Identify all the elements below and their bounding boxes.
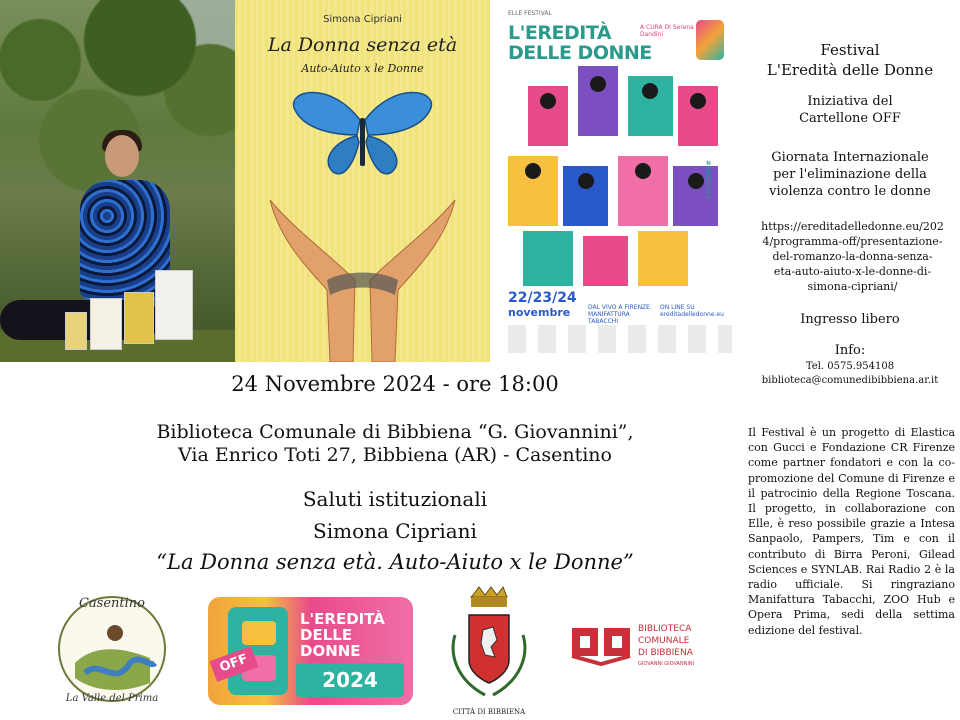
url-line3: del-romanzo-la-donna-senza-	[772, 250, 933, 263]
poster-live: DAL VIVO A FIRENZE MANIFATTURA TABACCHI	[588, 304, 650, 325]
photo-book-4	[155, 270, 193, 340]
poster-online: ON LINE SU ereditadelledonne.eu	[660, 304, 724, 318]
poster-dates: 22/23/24	[508, 290, 577, 306]
cover-title: La Donna senza età	[267, 34, 458, 56]
festival-name	[745, 40, 955, 80]
library-line2: COMUNALE	[638, 636, 690, 646]
festival-credits: Il Festival è un progetto di Elastica con Gucci e Fondazione CR Firenze come partner fondatori e con la co-promozione del Comune di Firenze e il patrocinio della Regione Toscana. Il progetto, in collaborazione con Elle, è reso possibile grazie a Intesa Sanpaolo, Pampers, Tim e con il contributo di Birra Peroni, Gilead Sciences e SYNLAB. Rai Radio 2 è la radio ufficiale. Si ringraziano Manifattura Tabacchi, ZOO Hub e Opera Prima, sedi della settima edizione del festival.	[748, 426, 955, 637]
festival-poster	[500, 0, 740, 362]
off-logo-block-yellow	[242, 621, 276, 645]
casentino-logo	[55, 593, 170, 705]
casentino-bottom-text: La Valle del Prima	[65, 693, 159, 704]
day-line2: per l'eliminazione della	[773, 167, 927, 182]
international-day	[745, 149, 955, 200]
info-tel: Tel. 0575.954108	[805, 361, 895, 372]
poster-curated: A CURA DI Serena Dandini	[640, 24, 694, 38]
event-venue-line1: Biblioteca Comunale di Bibbiena “G. Giovannini”,	[156, 421, 634, 443]
poster-hashtag: #EDD2024	[704, 160, 712, 199]
event-venue-line2: Via Enrico Toti 27, Bibbiena (AR) - Casentino	[178, 444, 612, 466]
url-line1: https://ereditadelledonne.eu/202	[761, 220, 944, 233]
url-line4: eta-auto-aiuto-x-le-donne-di-	[773, 265, 932, 278]
library-logo	[570, 620, 710, 670]
initiative	[745, 93, 955, 127]
event-book-title: “La Donna senza età. Auto-Aiuto x le Donne”	[156, 550, 634, 574]
info-label: Info:	[834, 343, 866, 358]
photo-face	[105, 135, 139, 177]
event-date: 24 Novembre 2024 - ore 18:00	[231, 372, 559, 396]
poster-elle: ELLE FESTIVAL	[508, 10, 552, 17]
festival-line2: L'Eredità delle Donne	[766, 61, 934, 79]
url-line5: simona-cipriani/	[807, 280, 898, 293]
free-entry: Ingresso libero	[800, 312, 900, 327]
day-line3: violenza contro le donne	[769, 184, 931, 199]
author-photo	[0, 0, 235, 362]
poster-figures-illustration	[508, 66, 728, 288]
festival-line1: Festival	[820, 41, 880, 59]
library-line3: DI BIBBIENA	[638, 648, 693, 658]
hands-illustration	[270, 200, 455, 362]
initiative-line1: Iniziativa del	[807, 94, 893, 109]
eredita-off-logo	[208, 597, 413, 705]
poster-title-line2: DELLE DONNE	[508, 42, 652, 64]
event-greetings: Saluti istituzionali	[302, 487, 488, 511]
butterfly-hands-illustration	[235, 80, 490, 362]
initiative-line2: Cartellone OFF	[799, 111, 901, 126]
poster-month: novembre	[508, 306, 571, 319]
event-url[interactable]	[750, 219, 955, 294]
url-line2: 4/programma-off/presentazione-	[762, 235, 943, 248]
day-line1: Giornata Internazionale	[771, 150, 929, 165]
photo-book-1	[65, 312, 87, 350]
book-cover	[235, 0, 490, 362]
bibbiena-coat-of-arms	[445, 585, 533, 717]
poster-sponsor-logos	[508, 325, 732, 353]
poster-title-line1: L'EREDITÀ	[508, 22, 612, 44]
cover-subtitle: Auto-Aiuto x le Donne	[301, 62, 424, 75]
photo-book-3	[124, 292, 154, 344]
bibbiena-caption: CITTÀ DI BIBBIENA	[452, 708, 526, 716]
library-line1: BIBLIOTECA	[638, 624, 692, 634]
casentino-top-text: Casentino	[78, 596, 146, 611]
photo-book-2	[90, 298, 122, 350]
poster-2024-logo	[696, 20, 724, 60]
butterfly-icon	[294, 93, 432, 174]
off-logo-year: 2024	[296, 663, 404, 697]
cover-author: Simona Cipriani	[323, 14, 402, 25]
info-email[interactable]: biblioteca@comunedibibbiena.ar.it	[761, 375, 939, 386]
off-logo-title: L'EREDITÀ DELLE DONNE	[300, 610, 385, 660]
off-tag: OFF	[210, 646, 259, 682]
library-line4: GIOVANNI GIOVANNINI	[638, 661, 695, 667]
event-speaker: Simona Cipriani	[313, 519, 477, 543]
